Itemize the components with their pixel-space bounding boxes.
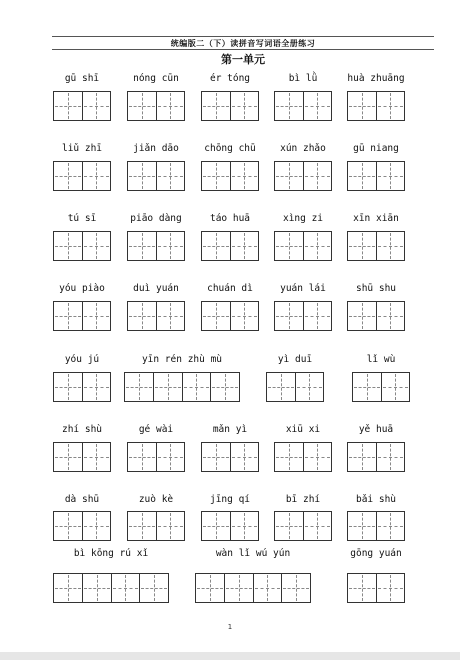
writing-grid[interactable] <box>347 573 405 603</box>
tianzige-cell[interactable] <box>304 512 333 540</box>
tianzige-cell[interactable] <box>377 162 406 190</box>
tianzige-cell[interactable] <box>348 574 377 602</box>
tianzige-cell[interactable] <box>231 162 260 190</box>
pinyin-label: lǐ wù <box>366 354 396 365</box>
tianzige-cell[interactable] <box>348 512 377 540</box>
pinyin-label: mǎn yì <box>212 424 248 435</box>
tianzige-cell[interactable] <box>83 232 112 260</box>
pinyin-label: yóu piào <box>59 283 105 294</box>
tianzige-cell[interactable] <box>348 92 377 120</box>
tianzige-cell[interactable] <box>348 162 377 190</box>
writing-grid[interactable] <box>127 511 185 541</box>
tianzige-cell[interactable] <box>275 92 304 120</box>
tianzige-cell[interactable] <box>275 302 304 330</box>
tianzige-cell[interactable] <box>54 232 83 260</box>
tianzige-cell[interactable] <box>183 373 212 401</box>
tianzige-cell[interactable] <box>83 574 112 602</box>
pinyin-label: táo huā <box>209 213 251 224</box>
writing-grid[interactable] <box>201 442 259 472</box>
writing-grid[interactable] <box>53 91 111 121</box>
tianzige-cell[interactable] <box>348 443 377 471</box>
writing-grid[interactable] <box>347 511 405 541</box>
writing-grid[interactable] <box>53 442 111 472</box>
pinyin-label: jīng qí <box>209 494 251 505</box>
pinyin-label: gū niang <box>353 143 399 154</box>
tianzige-cell[interactable] <box>54 162 83 190</box>
pinyin-label: gū shī <box>64 73 100 84</box>
tianzige-cell[interactable] <box>54 574 83 602</box>
tianzige-cell[interactable] <box>128 232 157 260</box>
pinyin-label: nóng cūn <box>133 73 179 84</box>
writing-grid[interactable] <box>124 372 240 402</box>
tianzige-cell[interactable] <box>282 574 311 602</box>
writing-grid[interactable] <box>127 91 185 121</box>
tianzige-cell[interactable] <box>377 443 406 471</box>
tianzige-cell[interactable] <box>83 443 112 471</box>
tianzige-cell[interactable] <box>83 92 112 120</box>
writing-grid[interactable] <box>195 573 311 603</box>
tianzige-cell[interactable] <box>225 574 254 602</box>
writing-grid[interactable] <box>127 231 185 261</box>
tianzige-cell[interactable] <box>83 162 112 190</box>
tianzige-cell[interactable] <box>377 302 406 330</box>
pinyin-label: bǎi shù <box>355 494 397 505</box>
writing-grid[interactable] <box>274 91 332 121</box>
writing-grid[interactable] <box>53 372 111 402</box>
pinyin-label: piāo dàng <box>130 213 182 224</box>
writing-grid[interactable] <box>53 511 111 541</box>
pinyin-label: shū shu <box>355 283 397 294</box>
tianzige-cell[interactable] <box>377 512 406 540</box>
tianzige-cell[interactable] <box>157 162 186 190</box>
writing-grid[interactable] <box>347 91 405 121</box>
tianzige-cell[interactable] <box>157 232 186 260</box>
writing-grid[interactable] <box>266 372 324 402</box>
pinyin-label: chōng chū <box>204 143 256 154</box>
tianzige-cell[interactable] <box>128 162 157 190</box>
pinyin-label: xīn xiān <box>353 213 399 224</box>
writing-grid[interactable] <box>53 573 169 603</box>
tianzige-cell[interactable] <box>231 232 260 260</box>
tianzige-cell[interactable] <box>54 443 83 471</box>
section-title: 第一单元 <box>221 53 265 66</box>
tianzige-cell[interactable] <box>202 92 231 120</box>
writing-grid[interactable] <box>201 231 259 261</box>
pinyin-label: chuán dì <box>207 283 253 294</box>
tianzige-cell[interactable] <box>112 574 141 602</box>
tianzige-cell[interactable] <box>382 373 411 401</box>
tianzige-cell[interactable] <box>348 302 377 330</box>
tianzige-cell[interactable] <box>54 512 83 540</box>
tianzige-cell[interactable] <box>231 92 260 120</box>
pinyin-label: zuò kè <box>138 494 174 505</box>
writing-grid[interactable] <box>201 161 259 191</box>
tianzige-cell[interactable] <box>83 512 112 540</box>
writing-grid[interactable] <box>347 442 405 472</box>
pinyin-label: xún zhǎo <box>280 143 326 154</box>
tianzige-cell[interactable] <box>125 373 154 401</box>
pinyin-label: xìng zi <box>282 213 324 224</box>
tianzige-cell[interactable] <box>128 512 157 540</box>
pinyin-label: wàn lǐ wú yún <box>215 548 291 559</box>
tianzige-cell[interactable] <box>83 373 112 401</box>
tianzige-cell[interactable] <box>128 302 157 330</box>
tianzige-cell[interactable] <box>196 574 225 602</box>
writing-grid[interactable] <box>352 372 410 402</box>
tianzige-cell[interactable] <box>154 373 183 401</box>
tianzige-cell[interactable] <box>254 574 283 602</box>
pinyin-label: zhí shù <box>61 424 103 435</box>
tianzige-cell[interactable] <box>304 92 333 120</box>
tianzige-cell[interactable] <box>267 373 296 401</box>
header-rule-bottom <box>52 49 434 50</box>
tianzige-cell[interactable] <box>128 92 157 120</box>
tianzige-cell[interactable] <box>304 232 333 260</box>
tianzige-cell[interactable] <box>377 574 406 602</box>
pinyin-label: yě huā <box>358 424 394 435</box>
writing-grid[interactable] <box>347 231 405 261</box>
tianzige-cell[interactable] <box>231 512 260 540</box>
pinyin-label: yóu jú <box>64 354 100 365</box>
tianzige-cell[interactable] <box>202 232 231 260</box>
bottom-band <box>0 652 460 660</box>
tianzige-cell[interactable] <box>202 302 231 330</box>
tianzige-cell[interactable] <box>304 443 333 471</box>
writing-grid[interactable] <box>274 511 332 541</box>
writing-grid[interactable] <box>201 511 259 541</box>
pinyin-label: tú sī <box>67 213 97 224</box>
writing-grid[interactable] <box>201 301 259 331</box>
writing-grid[interactable] <box>274 161 332 191</box>
pinyin-label: bì lǜ <box>288 73 318 84</box>
tianzige-cell[interactable] <box>296 373 325 401</box>
pinyin-label: gōng yuán <box>350 548 402 559</box>
pinyin-label: ér tóng <box>209 73 251 84</box>
writing-grid[interactable] <box>127 161 185 191</box>
tianzige-cell[interactable] <box>353 373 382 401</box>
pinyin-label: bī zhí <box>285 494 321 505</box>
page-header: 统编版二（下）读拼音写词语全册练习 <box>170 39 316 48</box>
tianzige-cell[interactable] <box>202 512 231 540</box>
tianzige-cell[interactable] <box>54 92 83 120</box>
writing-grid[interactable] <box>127 442 185 472</box>
tianzige-cell[interactable] <box>157 302 186 330</box>
tianzige-cell[interactable] <box>157 443 186 471</box>
writing-grid[interactable] <box>201 91 259 121</box>
writing-grid[interactable] <box>127 301 185 331</box>
tianzige-cell[interactable] <box>377 232 406 260</box>
tianzige-cell[interactable] <box>275 232 304 260</box>
writing-grid[interactable] <box>274 301 332 331</box>
tianzige-cell[interactable] <box>231 443 260 471</box>
pinyin-label: dà shū <box>64 494 100 505</box>
writing-grid[interactable] <box>53 301 111 331</box>
tianzige-cell[interactable] <box>348 232 377 260</box>
tianzige-cell[interactable] <box>231 302 260 330</box>
tianzige-cell[interactable] <box>202 443 231 471</box>
pinyin-label: yuán lái <box>280 283 326 294</box>
tianzige-cell[interactable] <box>304 302 333 330</box>
page-number: 1 <box>227 623 233 631</box>
tianzige-cell[interactable] <box>377 92 406 120</box>
tianzige-cell[interactable] <box>157 512 186 540</box>
pinyin-label: yīn rén zhù mù <box>141 354 223 365</box>
writing-grid[interactable] <box>53 231 111 261</box>
pinyin-label: xiū xi <box>285 424 321 435</box>
tianzige-cell[interactable] <box>140 574 169 602</box>
writing-grid[interactable] <box>347 301 405 331</box>
pinyin-label: jiǎn dāo <box>133 143 179 154</box>
tianzige-cell[interactable] <box>54 373 83 401</box>
tianzige-cell[interactable] <box>275 512 304 540</box>
pinyin-label: liǔ zhī <box>61 143 103 154</box>
tianzige-cell[interactable] <box>157 92 186 120</box>
writing-grid[interactable] <box>347 161 405 191</box>
header-rule-top <box>52 36 434 37</box>
tianzige-cell[interactable] <box>83 302 112 330</box>
pinyin-label: gé wài <box>138 424 174 435</box>
tianzige-cell[interactable] <box>275 162 304 190</box>
tianzige-cell[interactable] <box>202 162 231 190</box>
pinyin-label: huà zhuāng <box>347 73 405 84</box>
tianzige-cell[interactable] <box>275 443 304 471</box>
tianzige-cell[interactable] <box>54 302 83 330</box>
writing-grid[interactable] <box>274 442 332 472</box>
tianzige-cell[interactable] <box>128 443 157 471</box>
tianzige-cell[interactable] <box>304 162 333 190</box>
writing-grid[interactable] <box>53 161 111 191</box>
pinyin-label: bì kōng rú xǐ <box>73 548 149 559</box>
tianzige-cell[interactable] <box>211 373 240 401</box>
pinyin-label: duì yuán <box>133 283 179 294</box>
writing-grid[interactable] <box>274 231 332 261</box>
pinyin-label: yì duī <box>277 354 313 365</box>
